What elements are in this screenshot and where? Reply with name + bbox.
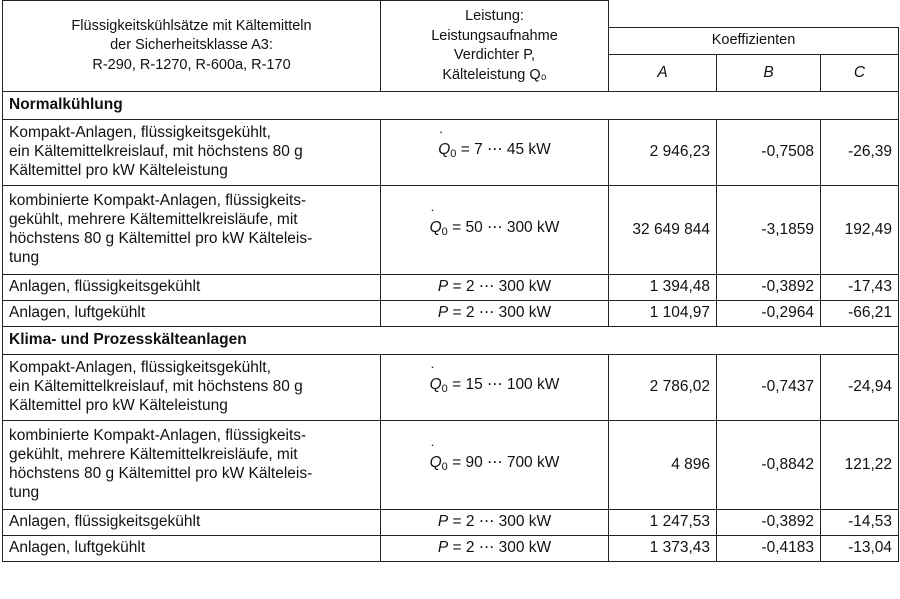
coef-b-value: -0,3892: [717, 510, 821, 536]
coef-c-value: 121,22: [821, 421, 899, 510]
coef-b-value: -3,1859: [717, 186, 821, 275]
description-line: Kältemittel pro kW Kälteleistung: [9, 161, 228, 179]
range-variable: ˙ $Q_0$: [438, 141, 456, 158]
range-value: = 50 ⋯ 300 kW: [452, 218, 560, 236]
coef-c-value: 192,49: [821, 186, 899, 275]
coef-b-value: -0,7508: [717, 120, 821, 186]
table-row: [3, 120, 899, 186]
section-row: [3, 92, 899, 120]
description-line: gekühlt, mehrere Kältemittelkreisläufe, mit: [9, 211, 298, 229]
description-line: Kompakt-Anlagen, flüssigkeitsgekühlt,: [9, 359, 271, 377]
description-line: tung: [9, 483, 40, 501]
description-line: Kältemittel pro kW Kälteleistung: [9, 396, 228, 414]
description-line: ein Kältemittelkreislauf, mit höchstens 80 g: [9, 378, 303, 396]
header-coef-c: C: [821, 55, 899, 92]
row-description: [3, 120, 381, 186]
range-variable: P: [437, 513, 449, 531]
coef-b-value: -0,4183: [717, 536, 821, 562]
table-row: [3, 421, 899, 510]
coef-a-value: 2 786,02: [609, 355, 717, 421]
power-range: [381, 275, 609, 301]
coef-a-value: 32 649 844: [609, 186, 717, 275]
range-value: = 90 ⋯ 700 kW: [452, 453, 560, 471]
section-title: Normalkühlung: [3, 92, 899, 120]
description-line: gekühlt, mehrere Kältemittelkreisläufe, mit: [9, 446, 298, 464]
coef-b-value: -0,7437: [717, 355, 821, 421]
header-coef-b: B: [717, 55, 821, 92]
table-row: [3, 186, 899, 275]
coef-a-value: 1 394,48: [609, 275, 717, 301]
coef-b-value: -0,8842: [717, 421, 821, 510]
coef-a-value: 4 896: [609, 421, 717, 510]
row-description: [3, 510, 381, 536]
power-range: [381, 355, 609, 421]
description-line: Kompakt-Anlagen, flüssigkeitsgekühlt,: [9, 124, 271, 142]
description-line: Anlagen, luftgekühlt: [9, 539, 146, 557]
coef-c-value: -13,04: [821, 536, 899, 562]
description-line: ein Kältemittelkreislauf, mit höchstens 80 g: [9, 143, 303, 161]
power-range: [381, 301, 609, 327]
range-variable: ˙ $Q_0$: [430, 219, 448, 236]
row-description: [3, 421, 381, 510]
coef-c-value: -66,21: [821, 301, 899, 327]
range-variable: P: [437, 539, 449, 557]
header-coef-a: A: [609, 55, 717, 92]
range-variable: ˙ $Q_0$: [430, 376, 448, 393]
coef-a-value: 1 247,53: [609, 510, 717, 536]
table-row: [3, 536, 899, 562]
description-line: Anlagen, flüssigkeitsgekühlt: [9, 513, 201, 531]
range-value: = 2 ⋯ 300 kW: [452, 304, 552, 322]
row-description: [3, 186, 381, 275]
coef-c-value: -26,39: [821, 120, 899, 186]
row-description: [3, 536, 381, 562]
range-value: = 2 ⋯ 300 kW: [452, 278, 552, 296]
coef-c-value: -24,94: [821, 355, 899, 421]
description-line: höchstens 80 g Kältemittel pro kW Kälteleis-: [9, 465, 313, 482]
coef-a-value: 2 946,23: [609, 120, 717, 186]
table-row: [3, 510, 899, 536]
description-line: kombinierte Kompakt-Anlagen, flüssigkeits-: [9, 427, 307, 445]
range-value: = 15 ⋯ 100 kW: [452, 376, 560, 394]
description-line: Anlagen, flüssigkeitsgekühlt: [9, 278, 201, 296]
power-range: [381, 186, 609, 275]
header-coefficients: Koeffizienten: [609, 28, 899, 55]
row-description: [3, 275, 381, 301]
coef-b-value: -0,2964: [717, 301, 821, 327]
table-row: [3, 301, 899, 327]
range-value: = 7 ⋯ 45 kW: [460, 141, 551, 159]
coefficient-table: [2, 0, 899, 562]
power-range: [381, 510, 609, 536]
power-range: [381, 120, 609, 186]
description-line: höchstens 80 g Kältemittel pro kW Kälteleis-: [9, 230, 313, 247]
section-title: Klima- und Prozesskälteanlagen: [3, 327, 899, 355]
power-range: [381, 536, 609, 562]
range-variable: P: [437, 304, 449, 322]
coef-b-value: -0,3892: [717, 275, 821, 301]
header-blank: [609, 1, 899, 28]
table-row: [3, 275, 899, 301]
coef-c-value: -17,43: [821, 275, 899, 301]
range-variable: ˙ $Q_0$: [430, 454, 448, 471]
power-range: [381, 421, 609, 510]
header-power: Leistung: Leistungsaufnahme Verdichter P, Kälteleistung Q₀: [381, 1, 609, 92]
range-variable: P: [437, 278, 449, 296]
range-value: = 2 ⋯ 300 kW: [452, 513, 552, 531]
header-system-type: Flüssigkeitskühlsätze mit Kältemitteln der Sicherheitsklasse A3: R-290, R-1270, R-600a, R-170: [3, 1, 381, 92]
section-row: [3, 327, 899, 355]
row-description: [3, 355, 381, 421]
row-description: [3, 301, 381, 327]
coef-a-value: 1 104,97: [609, 301, 717, 327]
coef-a-value: 1 373,43: [609, 536, 717, 562]
description-line: Anlagen, luftgekühlt: [9, 304, 146, 322]
range-value: = 2 ⋯ 300 kW: [452, 539, 552, 557]
description-line: kombinierte Kompakt-Anlagen, flüssigkeits-: [9, 192, 307, 210]
description-line: tung: [9, 248, 40, 266]
table-row: [3, 355, 899, 421]
coef-c-value: -14,53: [821, 510, 899, 536]
